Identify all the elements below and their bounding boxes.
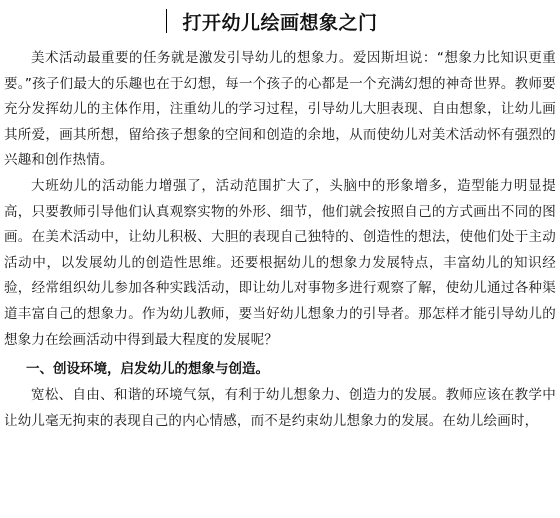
document-body bbox=[4, 46, 556, 434]
paragraph-intro: 美术活动最重要的任务就是激发引导幼儿的想象力。爱因斯坦说：“想象力比知识更重要。”孩子们最大的乐趣也在于幻想，每一个孩子的心都是一个充满幻想的神奇世界。教师要充分发挥幼儿的主体作用，注重幼儿的学习过程，引导幼儿大胆表现、自由想象，让幼儿画其所爱，画其所想，留给孩子想象的空间和创造的余地，从而使幼儿对美术活动怀有强烈的兴趣和创作热情。 bbox=[4, 50, 556, 169]
paragraph-section-one: 宽松、自由、和谐的环境气氛，有利于幼儿想象力、创造力的发展。教师应该在教学中让幼儿毫无拘束的表现自己的内心情感，而不是约束幼儿想象力的发展。在幼儿绘画时， bbox=[4, 387, 556, 429]
document-title: 打开幼儿绘画想象之门 bbox=[182, 12, 378, 34]
section-heading: 一、创设环境，启发幼儿的想象与创造。 bbox=[26, 361, 269, 378]
paragraph-older-children: 大班幼儿的活动能力增强了，活动范围扩大了，头脑中的形象增多，造型能力明显提高，只要教师引导他们认真观察实物的外形、细节，他们就会按照自己的方式画出不同的图画。在美术活动中，让幼儿积极、大胆的表现自己独特的、创造性的想法，使他们处于主动活动中，以发展幼儿的创造性思维。还要根据幼儿的想象力发展特点，丰富幼儿的知识经验，经常组织幼儿参加各种实践活动，即让幼儿对事物多进行观察了解，使幼儿通过各种渠道丰富自己的想象力。作为幼儿教师，要当好幼儿想象力的引导者。那怎样才能引导幼儿的想象力在绘画活动中得到最大程度的发展呢？ bbox=[4, 177, 556, 348]
